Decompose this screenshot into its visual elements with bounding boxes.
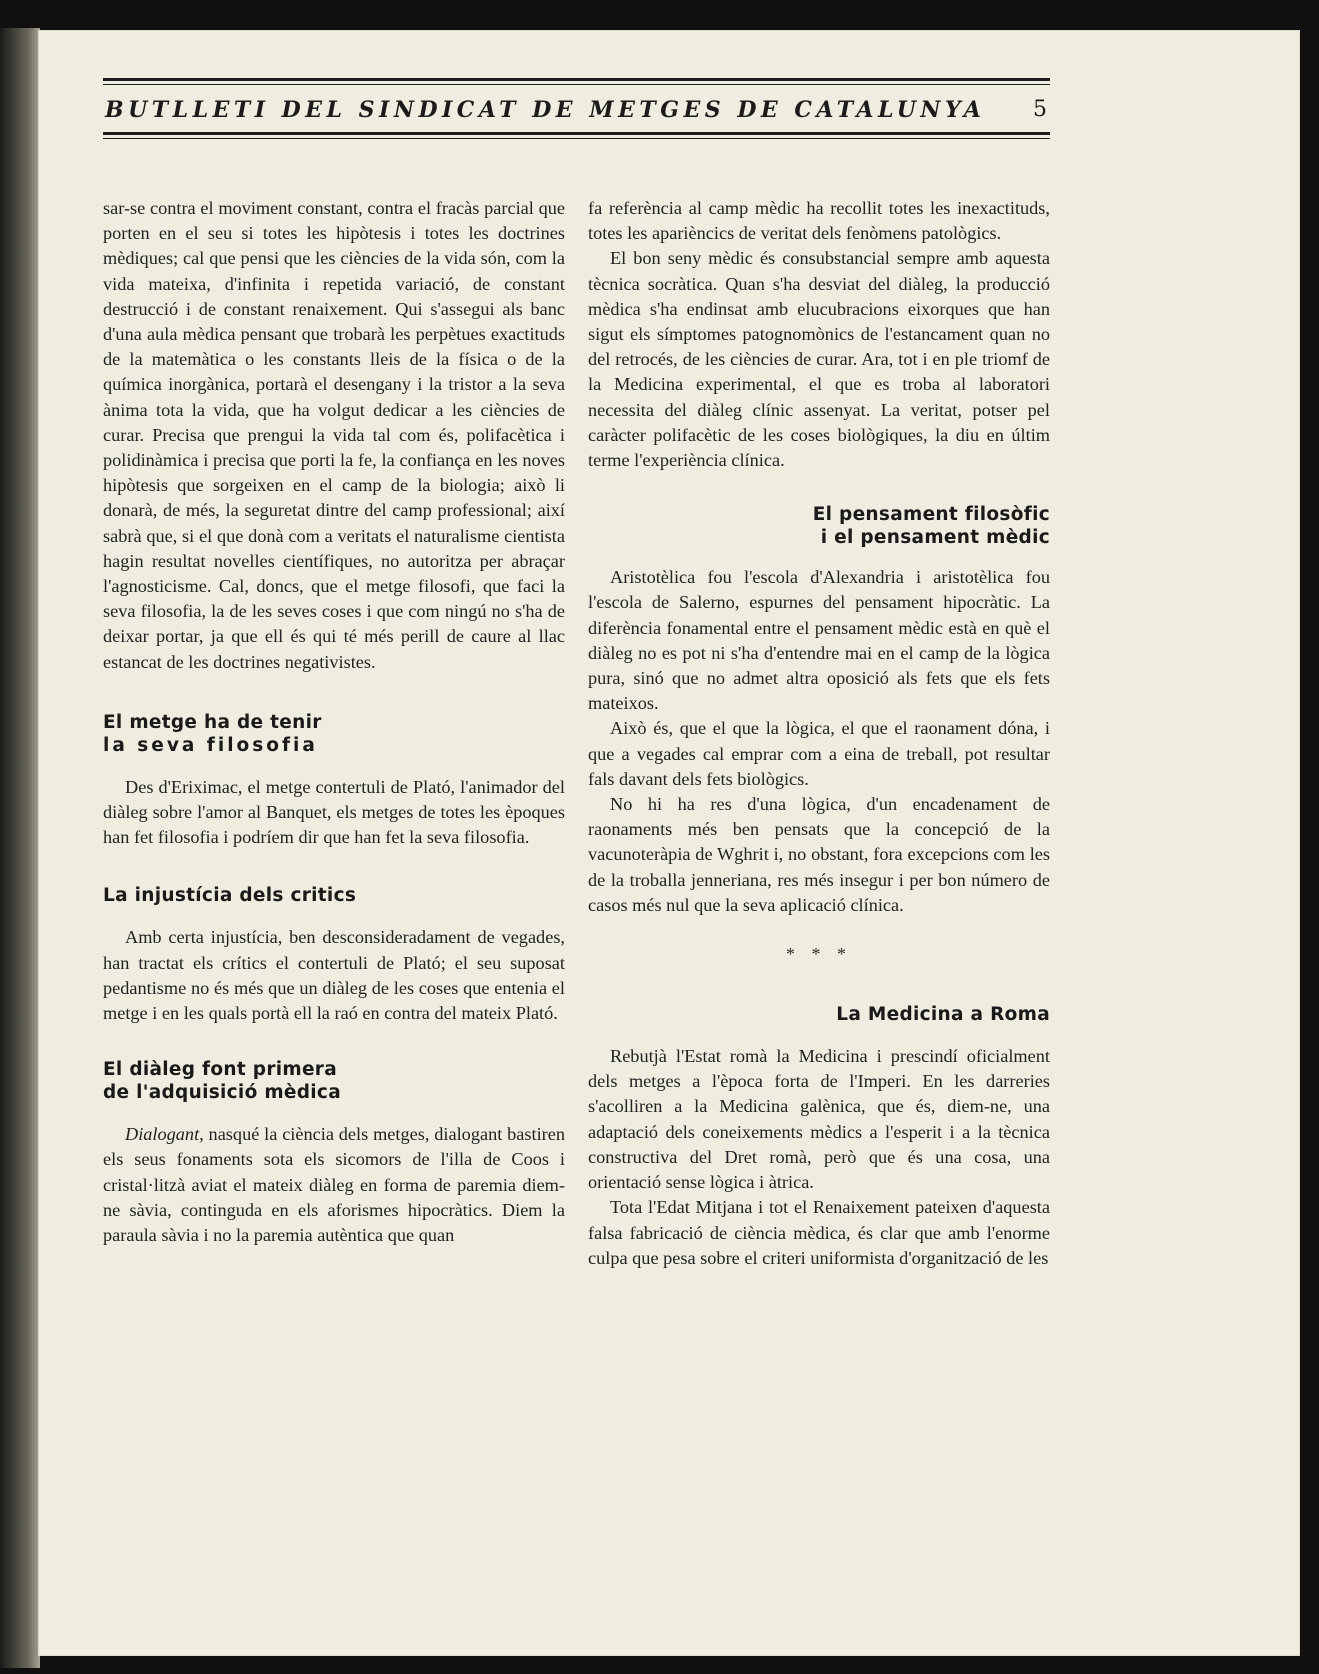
running-header bbox=[103, 78, 1050, 142]
paragraph: Dialogant, nasqué la ciència dels metges, dialogant bastiren els seus fonaments sota els sicomors de l'illa de Coos i cristal·litzà aviat el mateix diàleg en forma de paremia diem-ne sàvia, continguda en els aforismes hipocràtics. Diem la paraula sàvia i no la paremia autèntica que quan bbox=[103, 1124, 565, 1246]
paragraph: Amb certa injustícia, ben desconsideradament de vegades, han tractat els crítics el contertuli de Plató; el seu suposat pedantisme no és més que un diàleg de les coses que entenia el metge i en les quals portà ell la raó en contra del mateix Plató. bbox=[103, 927, 565, 1024]
right-column bbox=[588, 196, 1050, 1271]
paragraph: fa referència al camp mèdic ha recollit totes les inexactituds, totes les aparièncics de veritat dels fenòmens patològics. bbox=[588, 198, 1050, 244]
paragraph: sar-se contra el moviment constant, contra el fracàs parcial que porten en el seu si totes les hipòtesis i totes les doctrines mèdiques; cal que pensi que les ciències de la vida són, com la vida mateixa, d'infinita i repetida variació, de constant destrucció i de constant renaixement. Qui s'assegui als banc d'una aula mèdica pensant que trobarà les perpètues exactituds de la matemàtica o les constants lleis de la física o de la química inorgànica, portarà el desengany i la tristor a la seva ànima tota la vida, que ha volgut dedicar a les ciències de curar. Precisa que prengui la vida tal com és, polifacètica i polidinàmica i precisa que porti la fe, la confiança en les noves hipòtesis que sorgeixen en el camp de la biologia; això li donarà, de més, la seguretat dintre del camp professional; així sabrà que, si el que donà com a veritats el naturalisme cientista hagin resultat novelles científiques, no autoritza per abraçar l'agnosticisme. Cal, doncs, que el metge filosofi, que faci la seva filosofia, la de les seves coses i que com ningú no s'ha de deixar portar, ja que ell és qui té més perill de caure al llac estancat de les doctrines negativistes. bbox=[103, 198, 565, 672]
paragraph: Aristotèlica fou l'escola d'Alexandria i aristotèlica fou l'escola de Salerno, espurnes del pensament hipocràtic. La diferència fonamental entre el pensament mèdic està en què el diàleg no es pot ni s'ha d'entendre mai en el camp de la lògica pura, sinó que no admet altra oposició als fets que els fets mateixos. bbox=[588, 567, 1050, 714]
paragraph: Des d'Eriximac, el metge contertuli de Plató, l'animador del diàleg sobre l'amor al Banquet, els metges de totes les èpoques han fet filosofia i podríem dir que han fet la seva filosofia. bbox=[103, 776, 565, 848]
journal-title: BUTLLETI DEL SINDICAT DE METGES DE CATALUNYA bbox=[105, 97, 986, 123]
paragraph: Això és, que el que la lògica, el que el raonament dóna, i que a vegades cal emprar com a eina de treball, pot resultar fals davant dels fets biològics. bbox=[588, 718, 1050, 789]
paragraph: No hi ha res d'una lògica, d'un encadenament de raonaments més ben pensats que la concepció de la vacunoteràpia de Wghrit i, no obstant, fora excepcions com les de la troballa jenneriana, res més insegur i per bon número de casos més nul que la seva aplicació clínica. bbox=[588, 794, 1050, 915]
section-heading: La Medicina a Roma bbox=[836, 1004, 1050, 1026]
section-heading: La injustícia dels critics bbox=[103, 885, 357, 907]
header-rule-top bbox=[103, 78, 1050, 88]
paragraph: Tota l'Edat Mitjana i tot el Renaixement pateixen d'aquesta falsa fabricació de ciència mèdica, és clar que amb l'enorme culpa que pesa sobre el criteri uniformista d'organització de les bbox=[588, 1197, 1050, 1268]
section-heading: El metge ha de tenir la seva filosofia bbox=[103, 711, 322, 756]
left-column bbox=[103, 196, 565, 1248]
page-number: 5 bbox=[1033, 97, 1048, 122]
paragraph: El bon seny mèdic és consubstancial sempre amb aquesta tècnica socràtica. Quan s'ha desviat del diàleg, la producció mèdica s'ha endinsat amb elucubracions eixorques que han sigut els símptomes patognomònics de l'estancament quan no del retrocés, de les ciències de curar. Ara, tot i en ple triomf de la Medicina experimental, el que es troba al laboratori necessita del diàleg clínic assenyat. La veritat, potser pel caràcter polifacètic de les coses biològiques, la diu en últim terme l'experiència clínica. bbox=[588, 248, 1050, 471]
header-rule-bottom bbox=[103, 132, 1050, 142]
section-divider: * * * bbox=[786, 944, 852, 965]
paragraph: Rebutjà l'Estat romà la Medicina i prescindí oficialment dels metges a l'època forta de l'Imperi. En les darreries s'acolliren a la Medicina galènica, que és, diem-ne, una adaptació dels coneixements mèdics a l'esperit i a la tècnica constructiva del Dret romà, però que és una cosa, una orientació sense lògica i àtrica. bbox=[588, 1046, 1050, 1193]
section-heading: El pensament filosòfic i el pensament mèdic bbox=[812, 504, 1050, 549]
section-heading: El diàleg font primera de l'adquisició mèdica bbox=[103, 1059, 341, 1104]
book-spine bbox=[0, 28, 40, 1668]
